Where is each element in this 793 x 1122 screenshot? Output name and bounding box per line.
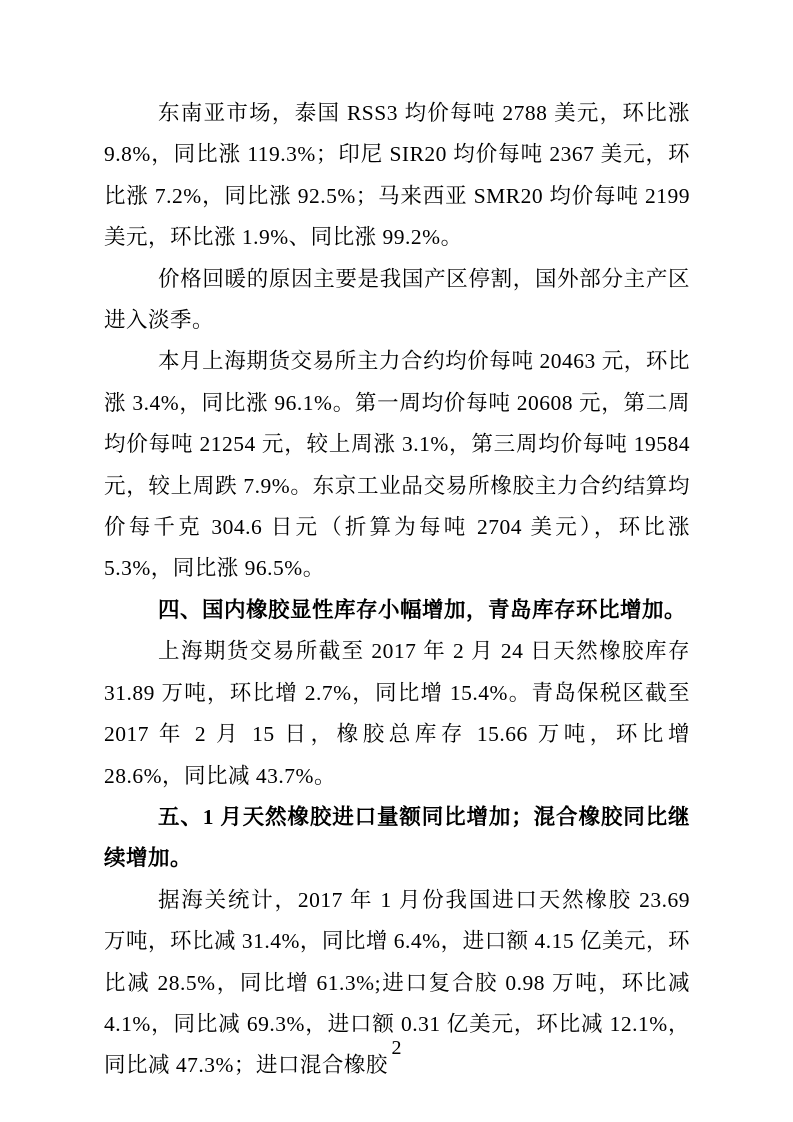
section-heading-five-imports: 五、1 月天然橡胶进口量额同比增加；混合橡胶同比继续增加。 — [104, 804, 690, 871]
paragraph-inventory-statistics: 上海期货交易所截至 2017 年 2 月 24 日天然橡胶库存 31.89 万吨，环比增 2.7%，同比增 15.4%。青岛保税区截至 2017 年 2 月 15 日，橡胶总库存 15.66 万吨，环比增 28.6%，同比减 43.7%。 — [104, 639, 690, 788]
paragraph-southeast-asia-market: 东南亚市场，泰国 RSS3 均价每吨 2788 美元，环比涨 9.8%，同比涨 119.3%；印尼 SIR20 均价每吨 2367 美元，环比涨 7.2%，同比涨 92.5%；马来西亚 SMR20 均价每吨 2199 美元，环比涨 1.9%、同比涨 99.2%。 — [104, 101, 690, 250]
paragraph-customs-import-statistics: 据海关统计，2017 年 1 月份我国进口天然橡胶 23.69 万吨，环比减 31.4%，同比增 6.4%，进口额 4.15 亿美元，环比减 28.5%，同比增 61.3%;进口复合胶 0.98 万吨，环比减 4.1%，同比减 69.3%，进口额 0.31 亿美元，环比减 12.1%，同比减 47.3%；进口混合橡胶 — [104, 887, 690, 1078]
document-body — [104, 93, 690, 1087]
section-heading-four-inventory: 四、国内橡胶显性库存小幅增加，青岛库存环比增加。 — [158, 597, 687, 622]
page-number: 2 — [391, 1037, 402, 1059]
paragraph-price-recovery-reason: 价格回暖的原因主要是我国产区停割，国外部分主产区进入淡季。 — [104, 266, 690, 333]
page-footer — [0, 1036, 793, 1060]
paragraph-shanghai-futures-prices: 本月上海期货交易所主力合约均价每吨 20463 元，环比涨 3.4%，同比涨 96.1%。第一周均价每吨 20608 元，第二周均价每吨 21254 元，较上周涨 3.1%，第三周均价每吨 19584 元，较上周跌 7.9%。东京工业品交易所橡胶主力合约结算均价每千克 304.6 日元（折算为每吨 2704 美元），环比涨 5.3%，同比涨 96.5%。 — [104, 349, 690, 581]
